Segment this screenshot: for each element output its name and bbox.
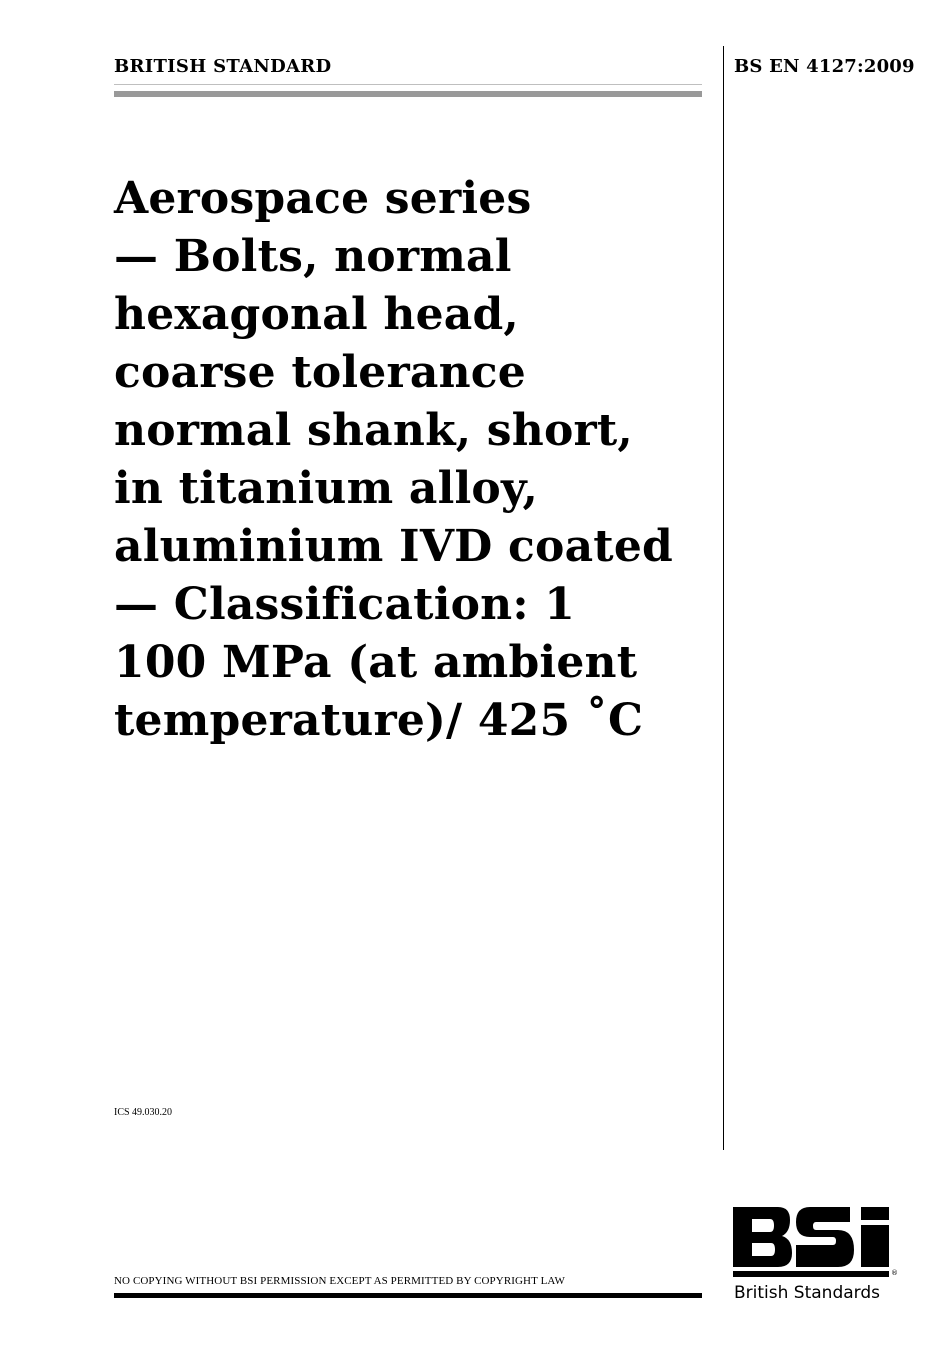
bsi-logo-caption: British Standards — [734, 1283, 880, 1303]
header-divider-thick — [114, 91, 702, 97]
copyright-notice: NO COPYING WITHOUT BSI PERMISSION EXCEPT AS PERMITTED BY COPYRIGHT LAW — [114, 1275, 566, 1287]
svg-text:®: ® — [891, 1269, 898, 1277]
ics-code: ICS 49.030.20 — [114, 1107, 173, 1118]
document-title: Aerospace series — Bolts, normal hexagonal head, coarse tolerance normal shank, short, in titanium alloy, aluminium IVD coated — Classification: 1 100 MPa (at ambient temperature)/ 425 ˚C — [114, 173, 673, 746]
column-divider — [723, 46, 724, 1150]
document-type-label: BRITISH STANDARD — [114, 56, 332, 77]
standard-number: BS EN 4127:2009 — [734, 56, 915, 77]
header-divider-thin — [114, 84, 702, 85]
footer-divider — [114, 1293, 702, 1298]
